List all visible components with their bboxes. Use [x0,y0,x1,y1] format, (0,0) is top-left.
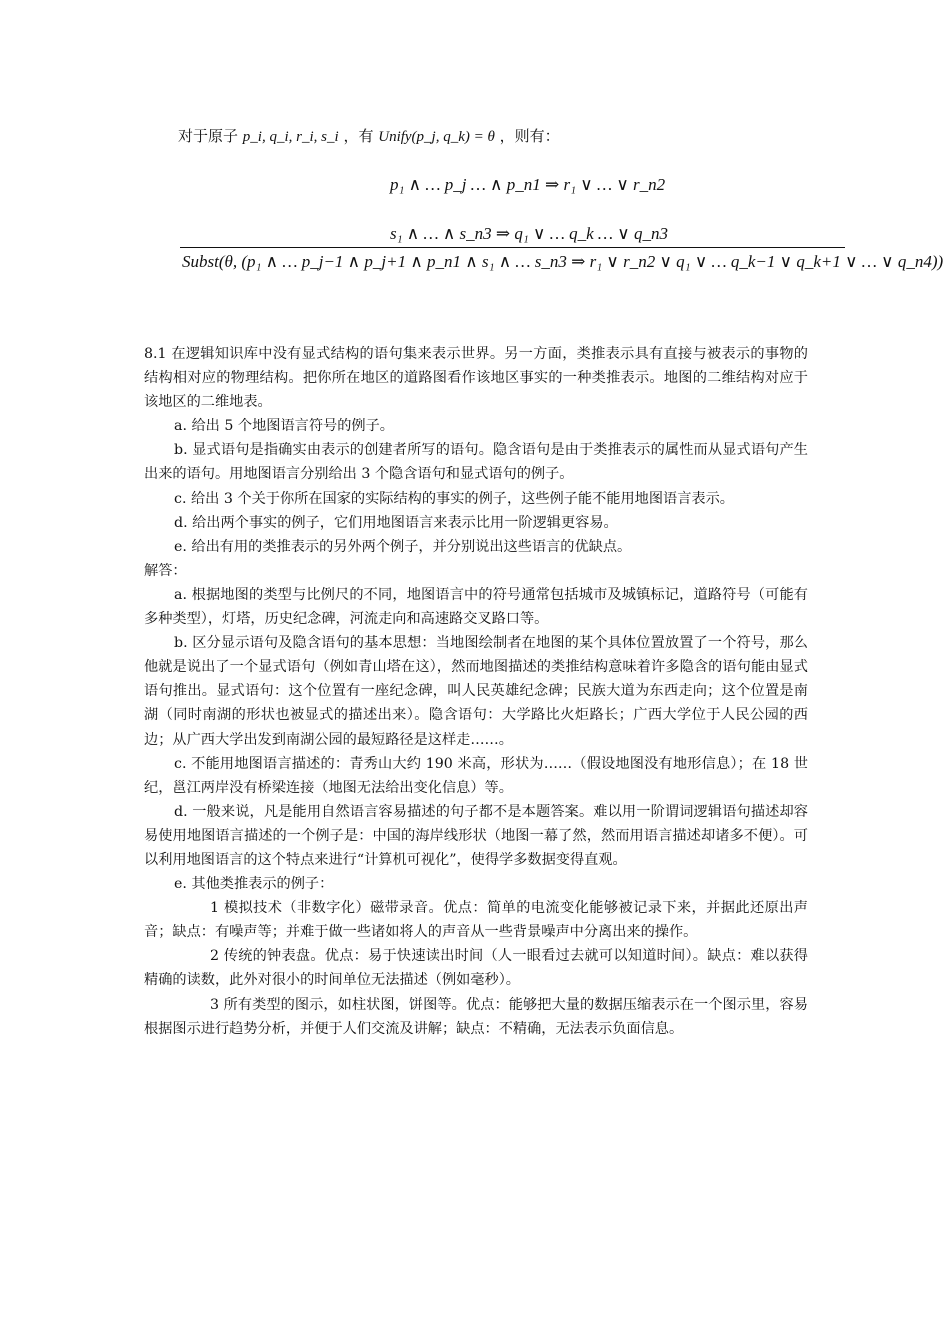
answer-a: a. 根据地图的类型与比例尺的不同，地图语言中的符号通常包括城市及城镇标记，道路符号（可能有多种类型），灯塔，历史纪念碑，河流走向和高速路交叉路口等。 [144,586,808,628]
body-text [144,342,808,1041]
question-a: a. 给出 5 个地图语言符号的例子。 [174,418,394,435]
conclusion: Subst(θ, (p₁ ∧ … p_j−1 ∧ p_j+1 ∧ p_n1 ∧ s₁ ∧ … s_n3 ⇒ r₁ ∨ r_n2 ∨ q₁ ∨ … q_k−1 ∨ q_k+1 ∨ … ∨ q_n4)) [182,252,944,271]
question-e: e. 给出有用的类推表示的另外两个例子，并分别说出这些语言的优缺点。 [174,538,632,555]
question-d: d. 给出两个事实的例子，它们用地图语言来表示比用一阶逻辑更容易。 [174,514,618,531]
formula-intro [178,125,560,146]
answer-d: d. 一般来说，凡是能用自然语言容易描述的句子都不是本题答案。难以用一阶谓词逻辑语句描述却容易使用地图语言描述的一个例子是：中国的海岸线形状（地图一幕了然，然而用语言描述却诸多不便）。可以利用地图语言的这个特点来进行“计算机可视化”，使得学多数据变得直观。 [144,803,808,868]
question-b: b. 显式语句是指确实由表示的创建者所写的语句。隐含语句是由于类推表示的属性而从显式语句产生出来的语句。用地图语言分别给出 3 个隐含语句和显式语句的例子。 [144,442,808,483]
answer-c: c. 不能用地图语言描述的：青秀山大约 190 米高，形状为……（假设地图没有地形信息）；在 18 世纪，邕江两岸没有桥梁连接（地图无法给出变化信息）等。 [144,755,808,796]
answer-e-1: 1 模拟技术（非数字化）磁带录音。优点：简单的电流变化能够被记录下来，并据此还原出声音；缺点：有噪声等；并难于做一些诸如将人的声音从一些背景噪声中分离出来的操作。 [144,900,808,941]
answer-e-2: 2 传统的钟表盘。优点：易于快速读出时间（人一眼看过去就可以知道时间）。缺点：难以获得精确的读数，此外对很小的时间单位无法描述（例如毫秒）。 [144,948,808,989]
intro-mid: ，有 [343,127,374,145]
question-intro: 8.1 在逻辑知识库中没有显式结构的语句集来表示世界。另一方面，类推表示具有直接与被表示的事物的结构相对应的物理结构。把你所在地区的道路图看作该地区事实的一种类推表示。地图的二维结构对应于该地区的二维地表。 [144,346,808,411]
answer-e-3: 3 所有类型的图示，如柱状图，饼图等。优点：能够把大量的数据压缩表示在一个图示里，容易根据图示进行趋势分析，并便于人们交流及讲解；缺点：不精确，无法表示负面信息。 [144,996,808,1037]
intro-prefix: 对于原子 [178,127,239,145]
answer-e: e. 其他类推表示的例子： [174,876,334,893]
question-c: c. 给出 3 个关于你所在国家的实际结构的事实的例子，这些例子能不能用地图语言表示。 [174,490,734,507]
inference-rule-line [180,247,845,248]
answer-b: b. 区分显示语句及隐含语句的基本思想：当地图绘制者在地图的某个具体位置放置了一个符号，那么他就是说出了一个显式语句（例如青山塔在这），然而地图描述的类推结构意味着许多隐含的语句能由显式语句推出。显式语句：这个位置有一座纪念碑，叫人民英雄纪念碑；民族大道为东西走向；这个位置是南湖（同时南湖的形状也被显式的描述出来）。隐含语句：大学路比火炬路长；广西大学位于人民公园的西边；从广西大学出发到南湖公园的最短路径是这样走……。 [144,635,808,748]
intro-suffix: ，则有： [499,127,560,145]
answer-heading: 解答： [144,562,187,579]
premise-1: p₁ ∧ … p_j … ∧ p_n1 ⇒ r₁ ∨ … ∨ r_n2 [390,175,666,194]
unify-expression: Unify(p_j, q_k) = θ [378,129,495,145]
atoms-expression: p_i, q_i, r_i, s_i [242,129,339,145]
premise-2: s₁ ∧ … ∧ s_n3 ⇒ q₁ ∨ … q_k … ∨ q_n3 [390,224,668,243]
